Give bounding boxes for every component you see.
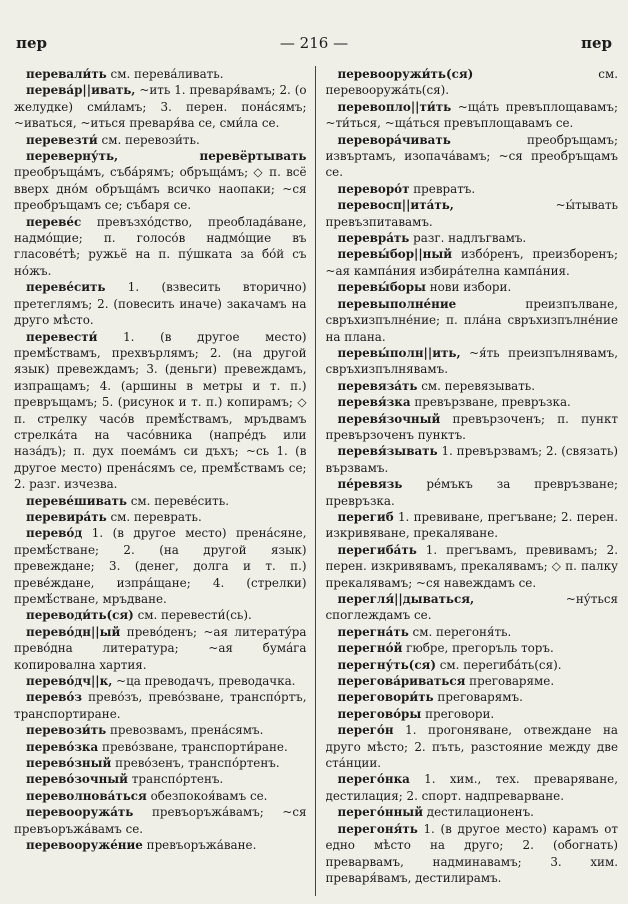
dictionary-entry [326, 66, 619, 99]
entry-headword: перевы́бор||ный [337, 247, 453, 262]
entry-definition: прево́денъ; ~ая литерату́ра прево́дна литература; ~ая бума́га копировална хартия. [14, 624, 307, 672]
dictionary-entry [14, 837, 307, 853]
entry-headword: перева́р||ивать, [26, 83, 136, 98]
dictionary-entry [14, 214, 307, 280]
entry-definition: ре́мъкъ за превръзване; превръзка. [325, 477, 618, 508]
entry-headword: перевезти́ [26, 132, 98, 147]
dictionary-entry [326, 378, 619, 394]
entry-definition: см. перева́ливать. [106, 67, 224, 81]
entry-headword: перево́зка [26, 739, 99, 754]
left-column [14, 66, 316, 896]
entry-headword: перевы́полн||ить, [337, 345, 461, 360]
entry-definition: ~ща́ть превъплощавамъ; ~ти́ться, ~ща́ться превъплощавамъ се. [325, 99, 618, 131]
entry-headword: перевооруже́ние [26, 838, 143, 853]
entry-definition: 1. прогоняване, отвеждане на друго мѣсто; 2. пъть, разстояние между две ста́нции. [325, 723, 618, 771]
dictionary-entry [14, 739, 307, 755]
entry-definition: превъзхо́дство, преоблада́ване, надмо́щие; п. голосо́в надмо́щие въ гласове́тѣ; ружьё на п. пу́шката за бо́й съ но́жъ. [14, 214, 307, 278]
entry-definition: преговаряме. [465, 674, 555, 689]
entry-headword: перевооружи́ть(ся) [337, 67, 474, 81]
dictionary-entry [326, 246, 619, 279]
dictionary-entry [326, 230, 619, 246]
dictionary-entry [14, 804, 307, 837]
entry-definition: нови избори. [425, 280, 512, 295]
entry-definition: разг. надлъгвамъ. [409, 231, 527, 246]
dictionary-entry [326, 804, 619, 820]
entry-definition: дестилационенъ. [423, 805, 534, 820]
dictionary-entry [14, 673, 307, 689]
dictionary-entry [14, 722, 307, 738]
dictionary-entry [326, 345, 619, 378]
dictionary-entry [326, 624, 619, 640]
entry-headword: перевести́ [26, 329, 98, 344]
entry-headword: переве́шивать [26, 493, 127, 508]
entry-headword: перево́д [26, 526, 83, 541]
entry-headword: переводи́ть(ся) [26, 608, 134, 623]
dictionary-entry [326, 657, 619, 673]
entry-headword: перево́дч||к, [26, 674, 113, 689]
dictionary-entry [326, 99, 619, 132]
entry-definition: преговори. [421, 706, 495, 721]
entry-headword: перевыполне́ние [337, 296, 457, 311]
dictionary-entry [14, 525, 307, 607]
dictionary-entry [14, 689, 307, 722]
entry-definition: преобръщамъ; извъртамъ, изопача́вамъ; ~ся преобръщамъ се. [325, 132, 618, 180]
entry-headword: переве́сить [26, 280, 106, 295]
header-right-guide-word: пер [580, 34, 612, 52]
entry-definition: 1. (в другое место) премѣ́ствамъ, прехвърлямъ; 2. (на другой язык) превеждамъ; 3. (деньги) превеждамъ, изпращамъ; 4. (аршины в метры и т. п.) превръщамъ; 5. (рисунок и т. п.) копирамъ; ◇ п. стрелку часо́в премѣ́ствамъ, мръдвамъ стрелка́та на часо́вника (напре́дъ или наза́дъ); п. дух поема́мъ си дъхъ; ~сь 1. (в другое место) прена́сямъ се, премѣ́ствамъ се; 2. разг. изчезва. [14, 329, 307, 492]
dictionary-entry [326, 476, 619, 509]
entry-definition: 1. (в другое место) карамъ от едно мѣсто на друго; 2. (обогнать) преварвамъ, надминавамъ; 3. хим. преваря́вамъ, дестилирамъ. [325, 821, 618, 885]
entry-definition: ~ить 1. преваря́вамъ; 2. (о желудке) сми́ламъ; 3. перен. пона́сямъ; ~иваться, ~иться преваря́ва се, сми́ла се. [14, 83, 307, 131]
entry-headword: перевы́боры [337, 280, 426, 295]
entry-definition: 1. (в другое место) прена́сяне, премѣ́стване; 2. (на другой язык) превеждане; 3. (денег, долга и т. п.) преве́ждане, изпра́щане; 4. (стрелки) премѣ́стване, мръдване. [14, 526, 307, 606]
entry-columns [14, 66, 618, 896]
entry-definition: преобръща́мъ, съба́рямъ; обръща́мъ; ◇ п. всё вверх дно́м обръща́мъ всичко наопаки; ~ся преобръщамъ се; събаря се. [14, 165, 307, 213]
entry-definition: транспо́ртенъ. [128, 772, 224, 787]
dictionary-entry [326, 673, 619, 689]
dictionary-entry [326, 542, 619, 591]
dictionary-entry [326, 394, 619, 410]
entry-headword: перегна́ть [337, 624, 409, 639]
entry-headword: перевора́чивать [337, 132, 451, 147]
dictionary-entry [326, 821, 619, 887]
entry-definition: см. перевози́ть. [97, 132, 200, 147]
entry-definition: превързоченъ; п. пункт превързоченъ пунктъ. [325, 411, 618, 442]
entry-headword: перевра́ть [337, 231, 410, 246]
entry-definition: 1. превиване, прегъване; 2. перен. изкривяване, прекаляване. [325, 509, 618, 541]
entry-definition: ~ну́ться споглеждамъ се. [325, 592, 618, 623]
entry-definition: ~ца преводачъ, преводачка. [112, 674, 296, 689]
dictionary-entry [326, 132, 619, 181]
entry-headword: переговори́ть [337, 690, 434, 705]
dictionary-entry [326, 640, 619, 656]
entry-definition: обезпокоя́вамъ се. [146, 788, 268, 803]
entry-headword: перевя́зывать [337, 444, 438, 459]
entry-definition: прево́зенъ, транспо́ртенъ. [111, 756, 280, 771]
dictionary-entry [326, 591, 619, 624]
entry-headword: перевя́зочный [337, 411, 441, 426]
entry-definition: см. перевооружа́ть(ся). [325, 67, 618, 98]
entry-headword: перегиба́ть [337, 542, 417, 557]
entry-definition: см. переве́сить. [126, 493, 229, 508]
entry-headword: перегова́риваться [337, 674, 466, 689]
entry-definition: превозвамъ, прена́сямъ. [106, 723, 264, 738]
entry-headword: перево́дн||ый [26, 624, 121, 639]
entry-headword: переволнова́ться [26, 788, 147, 803]
dictionary-entry [14, 82, 307, 131]
entry-headword: перевяза́ть [337, 378, 418, 393]
entry-definition: прево́зъ, прево́зване, транспо́ртъ, транспортиране. [14, 690, 307, 721]
dictionary-entry [14, 132, 307, 148]
entry-headword: перевопло||ти́ть [337, 99, 452, 114]
entry-definition: избо́ренъ, преизборенъ; ~ая кампа́ния избира́телна кампа́ния. [325, 247, 618, 278]
entry-headword: перегно́й [337, 641, 403, 656]
entry-definition: ~ы́тывать превъзпитавамъ. [325, 198, 618, 229]
entry-headword: переверну́ть, перевёртывать [26, 149, 307, 164]
entry-definition: см. переврать. [106, 509, 202, 524]
dictionary-entry [14, 279, 307, 328]
entry-definition: ~я́ть преизпълнявамъ, свръхизпълнявамъ. [325, 345, 618, 377]
dictionary-entry [14, 148, 307, 214]
dictionary-entry [326, 706, 619, 722]
dictionary-entry [326, 279, 619, 295]
entry-headword: перегово́ры [337, 706, 422, 721]
entry-definition: 1. прегъвамъ, превивамъ; 2. перен. изкривявамъ, прекалявамъ; ◇ п. палку прекалявамъ; ~ся навеждамъ се. [325, 542, 618, 590]
header-left-guide-word: пер [16, 34, 48, 52]
entry-definition: 1. хим., тех. преваряване, дестилация; 2. спорт. надпреварване. [325, 772, 618, 803]
entry-headword: перего́нка [337, 772, 410, 787]
dictionary-entry [14, 509, 307, 525]
entry-definition: см. перевести́(сь). [133, 608, 252, 623]
entry-definition: преговарямъ. [433, 690, 523, 705]
entry-headword: перевали́ть [26, 67, 107, 81]
entry-definition: превързване, превръзка. [410, 395, 571, 410]
dictionary-entry [326, 197, 619, 230]
dictionary-entry [14, 788, 307, 804]
entry-headword: перево́зный [26, 756, 112, 771]
dictionary-entry [14, 771, 307, 787]
dictionary-entry [14, 493, 307, 509]
entry-definition: преизпълване, свръхизпълне́ние; п. пла́на свръхизпълне́ние на плана. [325, 296, 618, 344]
entry-headword: перево́зочный [26, 772, 129, 787]
entry-headword: перегля́||дываться, [337, 592, 475, 606]
entry-definition: см. перегоня́ть. [408, 624, 512, 639]
entry-headword: перего́нный [337, 805, 424, 820]
entry-definition: см. перевязывать. [417, 378, 536, 393]
entry-definition: 1. (взвесить вторично) претеглямъ; 2. (повесить иначе) закачамъ на друго мѣсто. [14, 280, 307, 328]
entry-headword: перегоня́ть [337, 821, 418, 836]
page-number: — 216 — [279, 34, 349, 52]
entry-headword: пе́ревязь [337, 477, 403, 492]
dictionary-entry [326, 771, 619, 804]
entry-definition: прево́зване, транспорти́ране. [98, 739, 288, 754]
dictionary-entry [14, 66, 307, 82]
entry-definition: превратъ. [409, 181, 476, 196]
entry-headword: перевосп||ита́ть, [337, 198, 454, 213]
page-header [14, 34, 614, 56]
entry-headword: перевя́зка [337, 395, 411, 410]
entry-headword: перего́н [337, 723, 394, 738]
dictionary-entry [326, 722, 619, 771]
entry-headword: перевооружа́ть [26, 805, 134, 820]
right-column [326, 66, 619, 896]
entry-definition: превъоръжа́вамъ; ~ся превъоръжа́вамъ се. [14, 805, 307, 836]
dictionary-entry [14, 624, 307, 673]
entry-headword: переворо́т [337, 181, 410, 196]
entry-headword: переве́с [26, 214, 82, 229]
entry-definition: гюбре, прегоръль торъ. [402, 641, 554, 656]
entry-headword: перевира́ть [26, 509, 107, 524]
dictionary-entry [14, 607, 307, 623]
dictionary-entry [326, 689, 619, 705]
dictionary-entry [14, 329, 307, 493]
dictionary-entry [326, 411, 619, 444]
dictionary-entry [326, 181, 619, 197]
dictionary-entry [326, 443, 619, 476]
entry-headword: перево́з [26, 690, 82, 705]
dictionary-entry [14, 755, 307, 771]
entry-definition: превъоръжа́ване. [142, 838, 257, 853]
dictionary-entry [326, 296, 619, 345]
entry-headword: перевози́ть [26, 723, 107, 738]
entry-definition: 1. превързвамъ; 2. (связать) вързвамъ. [325, 444, 618, 475]
dictionary-entry [326, 509, 619, 542]
entry-headword: перегиб [337, 509, 394, 524]
entry-definition: см. перегиба́ть(ся). [435, 657, 562, 672]
entry-headword: перегну́ть(ся) [337, 657, 436, 672]
